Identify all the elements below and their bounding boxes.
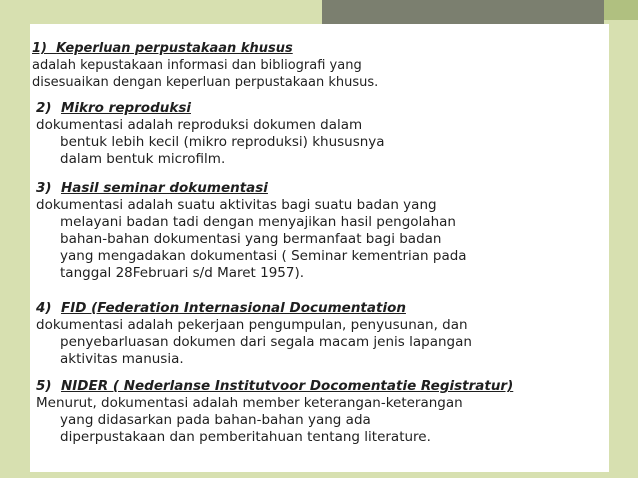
section-body — [32, 57, 605, 91]
section-body — [36, 117, 605, 168]
section-heading — [36, 300, 605, 317]
section-body — [36, 395, 605, 446]
section-body — [36, 197, 605, 282]
body-line: aktivitas manusia. — [60, 351, 184, 367]
body-line: penyebarluasan dokumen dari segala macam jenis lapangan — [60, 334, 472, 350]
body-line: tanggal 28Februari s/d Maret 1957). — [60, 265, 305, 281]
section-title: NIDER ( Nederlanse Institutvoor Docomentatie Registratur) — [60, 378, 514, 394]
body-line: melayani badan tadi dengan menyajikan hasil pengolahan — [60, 214, 456, 230]
slide-content — [30, 24, 609, 472]
section-number: 4) — [36, 300, 52, 316]
body-line: adalah kepustakaan informasi dan bibliografi yang — [32, 58, 362, 73]
section-3 — [36, 180, 605, 282]
section-title: Mikro reproduksi — [60, 100, 191, 116]
body-line: bahan-bahan dokumentasi yang bermanfaat bagi badan — [60, 231, 442, 247]
body-line: diperpustakaan dan pemberitahuan tentang literature. — [60, 429, 431, 445]
section-heading — [32, 40, 605, 57]
body-line: disesuaikan dengan keperluan perpustakaan khusus. — [32, 75, 379, 90]
section-title: Keperluan perpustakaan khusus — [56, 41, 293, 56]
body-line: dokumentasi adalah pekerjaan pengumpulan, penyusunan, dan — [36, 317, 468, 333]
body-line: dokumentasi adalah reproduksi dokumen dalam — [36, 117, 363, 133]
body-line: yang didasarkan pada bahan-bahan yang ada — [60, 412, 371, 428]
body-line: bentuk lebih kecil (mikro reproduksi) khususnya — [60, 134, 385, 150]
body-line: Menurut, dokumentasi adalah member keterangan-keterangan — [36, 395, 463, 411]
section-body — [36, 317, 605, 368]
bottom-band — [0, 472, 638, 478]
section-4 — [36, 300, 605, 368]
body-line: dokumentasi adalah suatu aktivitas bagi suatu badan yang — [36, 197, 437, 213]
section-heading — [36, 378, 605, 395]
section-5 — [36, 378, 605, 446]
section-number: 1) — [32, 41, 47, 56]
body-line: dalam bentuk microfilm. — [60, 151, 226, 167]
section-number: 5) — [36, 378, 52, 394]
section-number: 2) — [36, 100, 52, 116]
section-1 — [32, 40, 605, 91]
section-2 — [36, 100, 605, 168]
section-number: 3) — [36, 180, 52, 196]
section-title: FID (Federation Internasional Documentation — [60, 300, 406, 316]
section-title: Hasil seminar dokumentasi — [60, 180, 268, 196]
section-heading — [36, 100, 605, 117]
section-heading — [36, 180, 605, 197]
body-line: yang mengadakan dokumentasi ( Seminar kementrian pada — [60, 248, 467, 264]
